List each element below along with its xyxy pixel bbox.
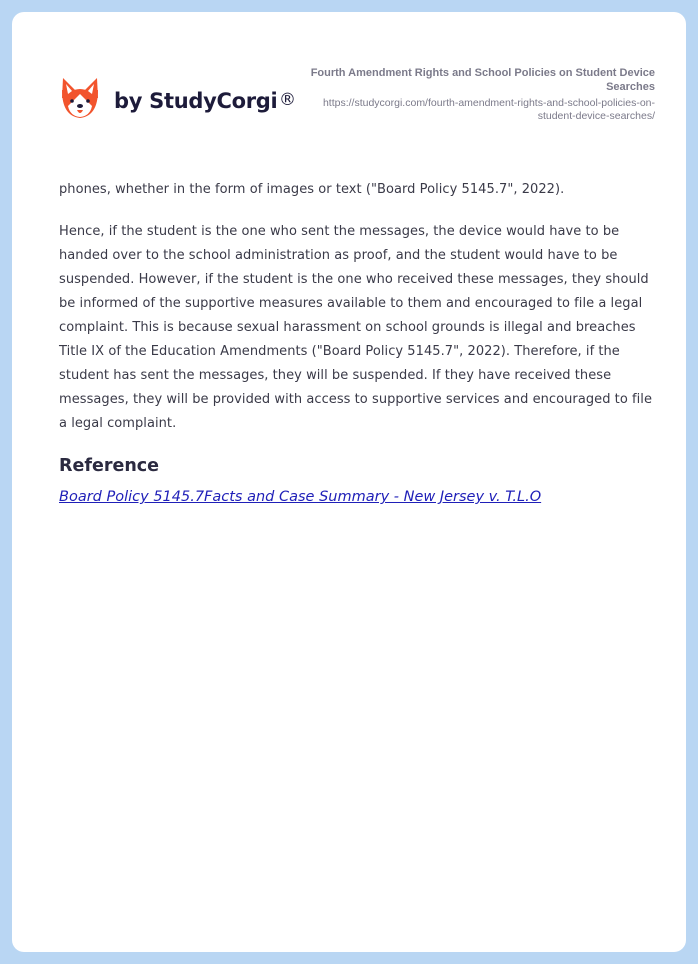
reference-heading: Reference [59,456,160,476]
document-url[interactable]: https://studycorgi.com/fourth-amendment-rights-and-school-policies-on-student-device-searches/ [322,97,655,122]
corgi-logo-icon [60,76,100,120]
document-page [12,12,686,952]
paragraph: phones, whether in the form of images or text ("Board Policy 5145.7", 2022). [59,182,565,197]
reference-link[interactable]: Board Policy 5145.7Facts and Case Summary - New Jersey v. T.L.O [59,489,542,505]
registered-mark: ® [279,90,296,110]
page-header [12,12,686,152]
paragraph: Hence, if the student is the one who sent the messages, the device would have to be handed over to the school administration as proof, and the student would have to be suspended. However, if the student is the one who received these messages, they should be informed of the supportive measures available to them and encouraged to file a legal complaint. This is because sexual harassment on school grounds is illegal and breaches Title IX of the Education Amendments ("Board Policy 5145.7", 2022). Therefore, if the student has sent the messages, they will be suspended. If they have received these messages, they will be provided with access to supportive services and encouraged to file a legal complaint. [59,224,653,431]
document-title: Fourth Amendment Rights and School Policies on Student Device Searches [310,67,655,93]
logo-text: by StudyCorgi [114,89,278,113]
document-meta [295,66,655,123]
studycorgi-logo[interactable] [60,76,296,120]
document-body [59,178,659,510]
